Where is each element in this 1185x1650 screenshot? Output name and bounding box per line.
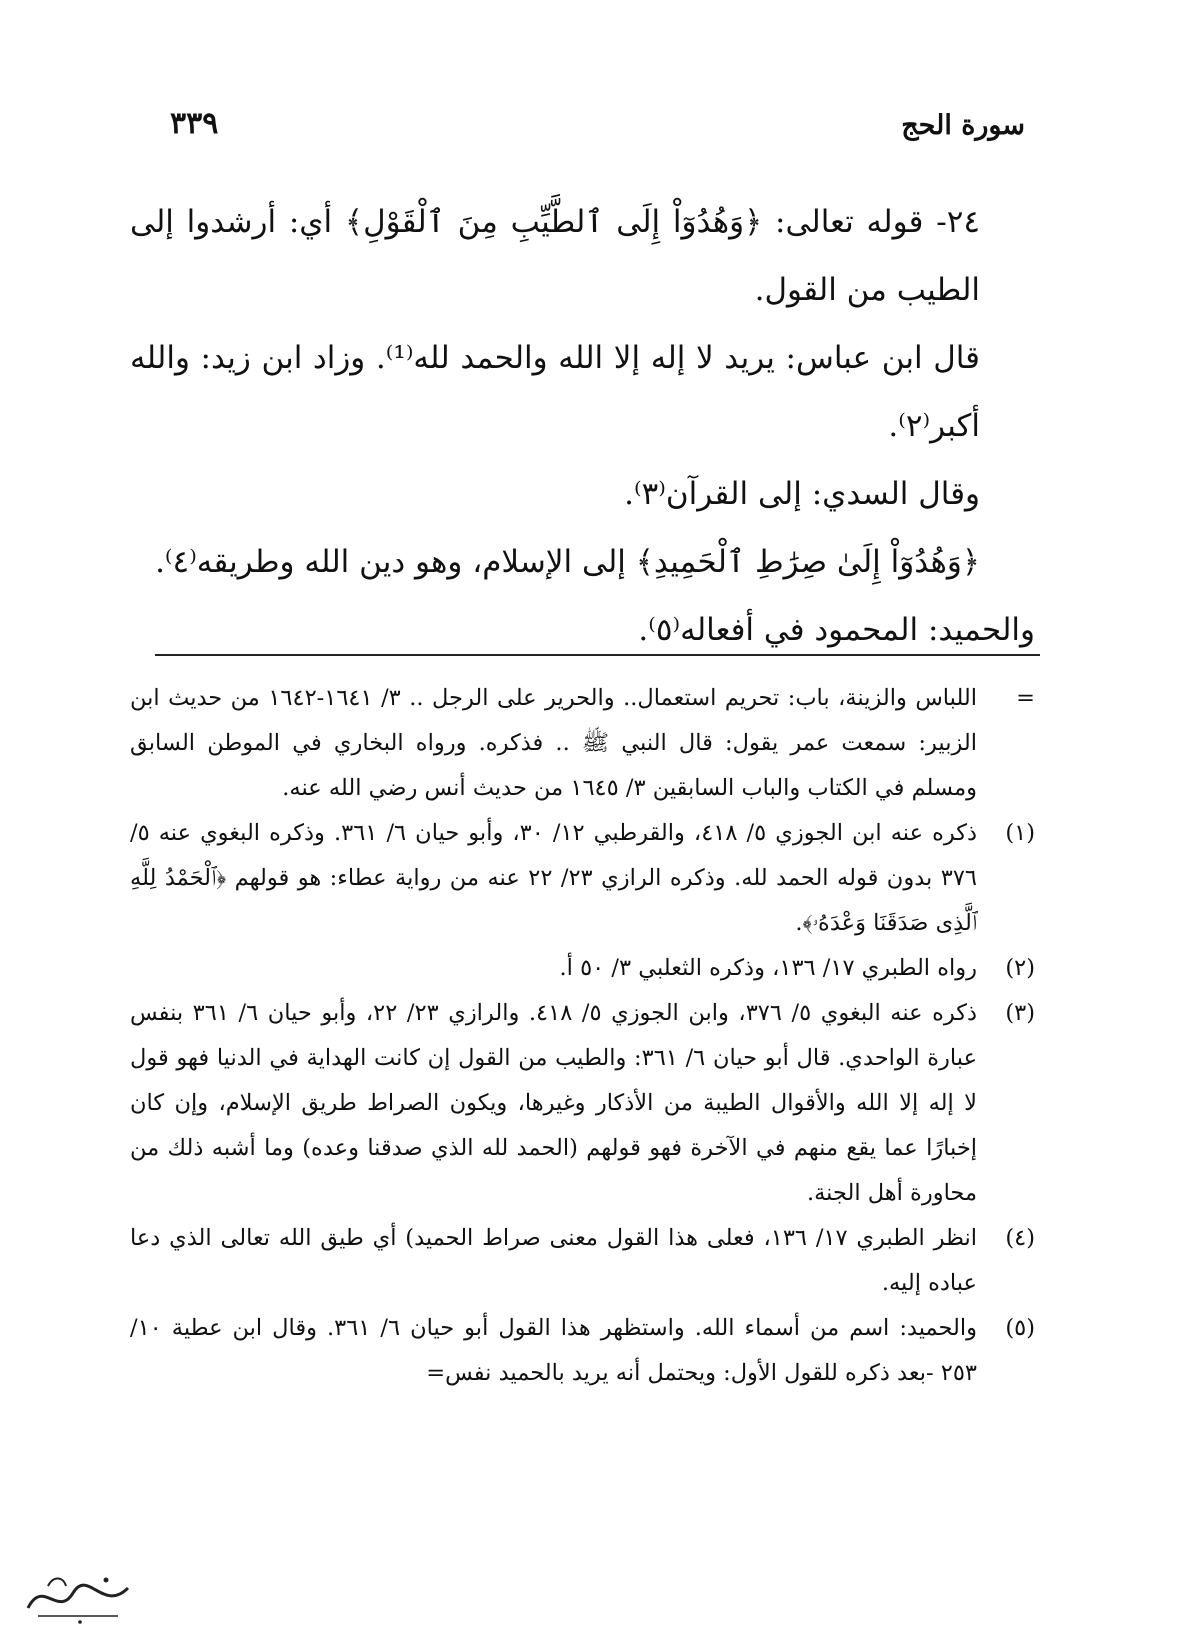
footnote-mark: (٤) bbox=[1005, 1225, 1035, 1251]
footnote-3 bbox=[130, 991, 1035, 1216]
paragraph-hamid-meaning: والحميد: المحمود في أفعاله⁽٥⁾. bbox=[638, 612, 1035, 648]
paragraph-suddi: وقال السدي: إلى القرآن⁽٣⁾. bbox=[624, 476, 980, 512]
footnote-mark: (٥) bbox=[1005, 1315, 1035, 1341]
footnote-text: انظر الطبري ١٧/ ١٣٦، فعلى هذا القول معنى صراط الحميد) أي طيق الله تعالى الذي دعا عباده إليه. bbox=[130, 1225, 977, 1296]
footnote-continued bbox=[130, 676, 1035, 811]
footnote-4 bbox=[130, 1216, 1035, 1306]
footnote-2 bbox=[130, 946, 1035, 991]
publisher-stamp bbox=[18, 1568, 138, 1628]
footnote-5 bbox=[130, 1306, 1035, 1396]
footnote-text: ذكره عنه ابن الجوزي ٥/ ٤١٨، والقرطبي ١٢/ ٣٠، وأبو حيان ٦/ ٣٦١. وذكره البغوي عنه ٥/ ٣٧٦ بدون قوله الحمد لله. وذكره الرازي ٢٣/ ٢٢ عنه من رواية عطاء: هو قولهم ﴿ٱلْحَمْدُ لِلَّهِ ٱلَّذِى صَدَقَنَا وَعْدَهُۥ﴾. bbox=[130, 820, 978, 936]
paragraph-ibn-abbas: قال ابن عباس: يريد لا إله إلا الله والحمد لله⁽¹⁾. وزاد ابن زيد: والله أكبر⁽٢⁾. bbox=[130, 340, 980, 444]
page-header bbox=[170, 100, 1025, 150]
footnote-text: والحميد: اسم من أسماء الله. واستظهر هذا القول أبو حيان ٦/ ٣٦١. وقال ابن عطية ١٠/ ٢٥٣ -بعد ذكره للقول الأول: ويحتمل أنه يريد بالحميد نفس= bbox=[130, 1315, 977, 1386]
footnote-text: رواه الطبري ١٧/ ١٣٦، وذكره الثعلبي ٣/ ٥٠ أ. bbox=[559, 955, 977, 981]
footnote-mark: (٣) bbox=[1005, 1000, 1035, 1026]
footnote-mark: = bbox=[1016, 685, 1035, 711]
paragraph-hamid-path: ﴿وَهُدُوٓاْ إِلَىٰ صِرَٰطِ ٱلْحَمِيدِ﴾ إلى الإسلام، وهو دين الله وطريقه⁽٤⁾. bbox=[155, 544, 980, 580]
footnote-mark: (١) bbox=[1005, 820, 1035, 846]
footnotes bbox=[130, 676, 1035, 1396]
running-title: سورة الحج bbox=[901, 110, 1025, 141]
footnote-divider bbox=[155, 654, 1040, 656]
footnote-1 bbox=[130, 811, 1035, 946]
footnote-text: ذكره عنه البغوي ٥/ ٣٧٦، وابن الجوزي ٥/ ٤١٨. والرازي ٢٣/ ٢٢، وأبو حيان ٦/ ٣٦١ بنفس عبارة الواحدي. قال أبو حيان ٦/ ٣٦١: والطيب من القول إن كانت الهداية في الدنيا فهو قول لا إله إلا الله والأقوال الطيبة من الأذكار وغيرها، ويكون الصراط طريق الإسلام، وإن كان إخبارًا عما يقع منهم في الآخرة فهو قولهم (الحمد لله الذي صدقنا وعده) وما أشبه ذلك من محاورة أهل الجنة. bbox=[130, 1000, 978, 1206]
paragraph-verse-24: ٢٤- قوله تعالى: ﴿وَهُدُوٓاْ إِلَى ٱلطَّيِّبِ مِنَ ٱلْقَوْلِ﴾ أي: أرشدوا إلى الطيب من القول. bbox=[130, 204, 980, 308]
main-text bbox=[130, 188, 1035, 664]
footnote-text: اللباس والزينة، باب: تحريم استعمال.. والحرير على الرجل .. ٣/ ١٦٤١-١٦٤٢ من حديث ابن الزبير: سمعت عمر يقول: قال النبي ﷺ .. فذكره. ورواه البخاري في الموطن السابق ومسلم في الكتاب والباب السابقين ٣/ ١٦٤٥ من حديث أنس رضي الله عنه. bbox=[130, 685, 977, 801]
footnote-mark: (٢) bbox=[1005, 955, 1035, 981]
page-number: ٣٣٩ bbox=[170, 106, 219, 141]
